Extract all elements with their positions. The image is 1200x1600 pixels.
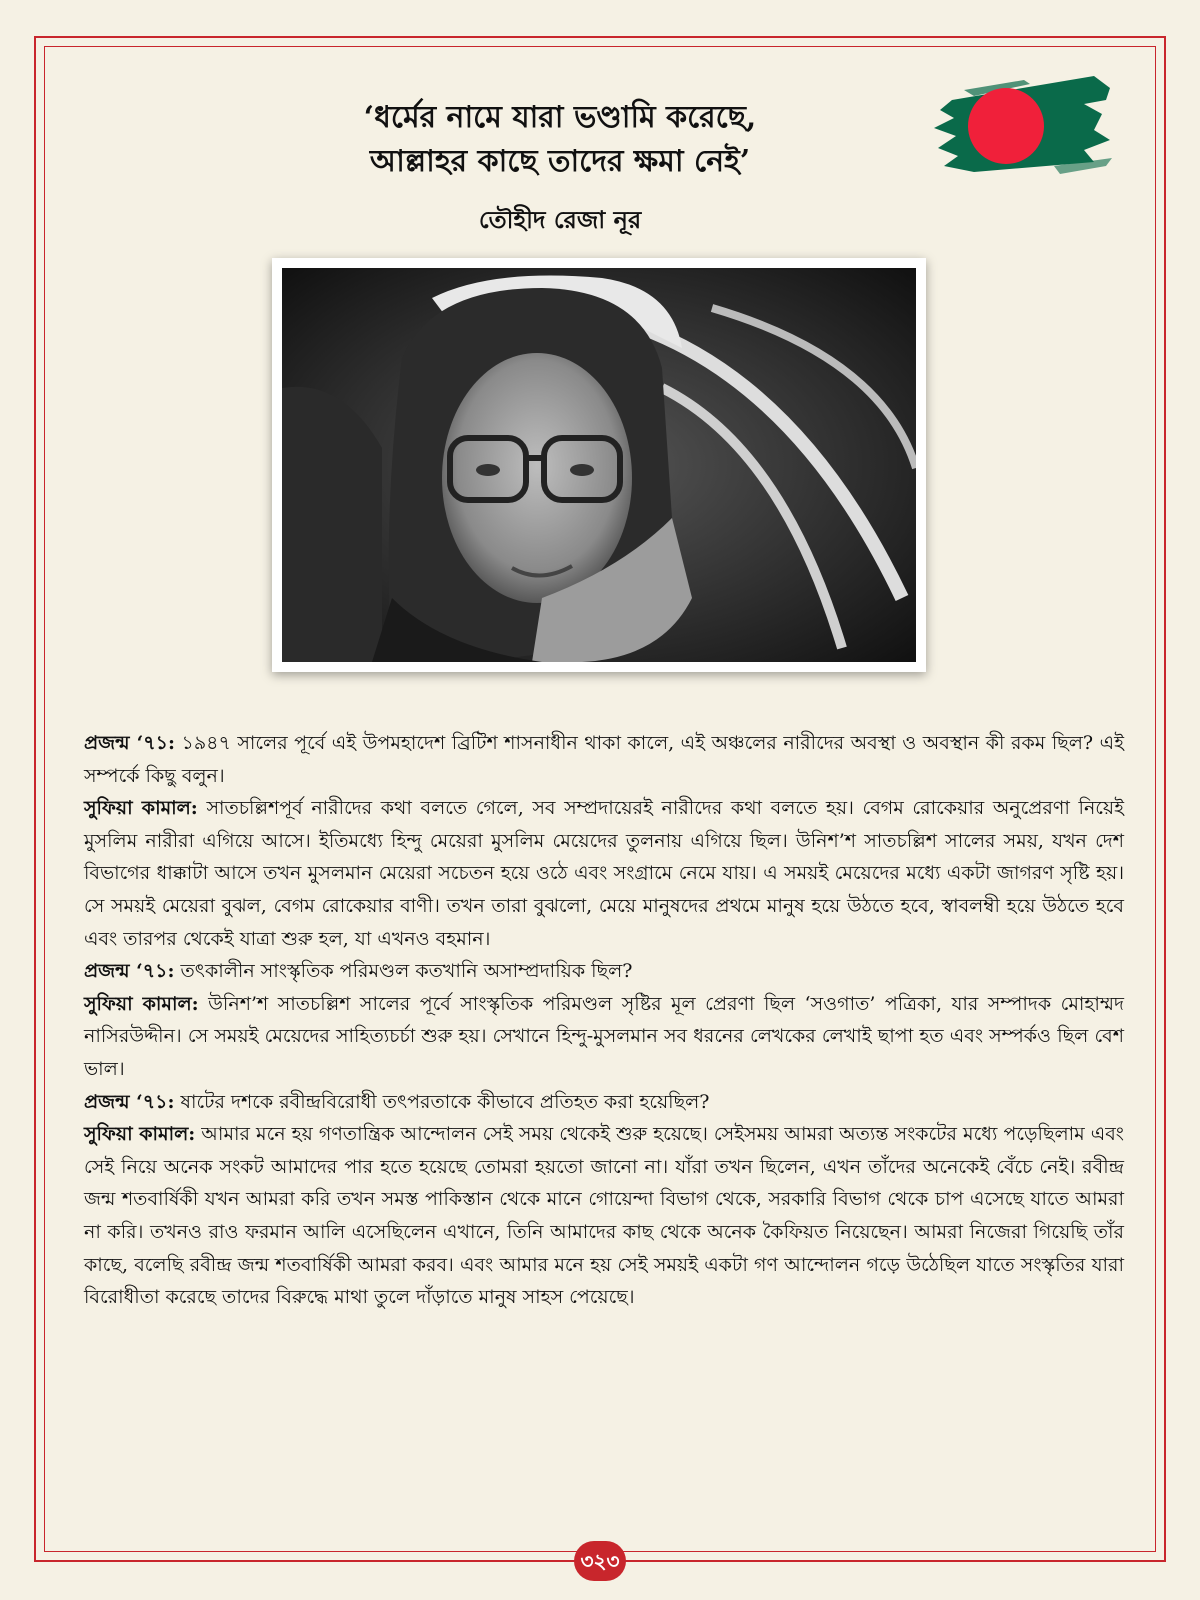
page-number: ৩২৩ (574, 1541, 626, 1581)
interview-text: আমার মনে হয় গণতান্ত্রিক আন্দোলন সেই সময় থেকেই শুরু হয়েছে। সেইসময় আমরা অত্যন্ত সংকটের মধ্যে পড়েছিলাম এবং সেই নিয়ে অনেক সংকট আমাদের পার হতে হয়েছে তোমরা হয়তো জানো না। যাঁরা তখন ছিলেন, এখন তাঁদের অনেকেই বেঁচে নেই। রবীন্দ্র জন্ম শতবার্ষিকী যখন আমরা করি তখন সমস্ত পাকিস্তান থেকে মানে গোয়েন্দা বিভাগ থেকে, সরকারি বিভাগ থেকে চাপ এসেছে যাতে আমরা না করি। তখনও রাও ফরমান আলি এসেছিলেন এখানে, তিনি আমাদের কাছ থেকে অনেক কৈফিয়ত নিয়েছেন। আমরা নিজেরা গিয়েছি তাঁর কাছে, বলেছি রবীন্দ্র জন্ম শতবার্ষিকী আমরা করব। এবং আমার মনে হয় সেই সময়ই একটা গণ আন্দোলন গড়ে উঠেছিল যাতে সংস্কৃতির যারা বিরোধীতা করেছে তাদের বিরুদ্ধে মাথা তুলে দাঁড়াতে মানুষ সাহস পেয়েছে। (84, 1123, 1124, 1309)
title-line-1: ‘ধর্মের নামে যারা ভণ্ডামি করেছে, (363, 100, 757, 135)
interview-answer (84, 1118, 1124, 1314)
interview-answer (84, 988, 1124, 1086)
speaker-label: সুফিয়া কামাল: (84, 1123, 196, 1146)
speaker-label: প্রজন্ম ‘৭১: (84, 1090, 175, 1113)
portrait-photo (272, 258, 926, 672)
interview-text: তৎকালীন সাংস্কৃতিক পরিমণ্ডল কতখানি অসাম্প্রদায়িক ছিল? (174, 960, 633, 983)
interview-answer (84, 792, 1124, 955)
speaker-label: প্রজন্ম ‘৭১: (84, 732, 175, 754)
interview-question (84, 727, 1124, 792)
bangladesh-flag-icon (934, 70, 1114, 180)
interview-question (84, 955, 1124, 988)
interview-text: সাতচল্লিশপূর্ব নারীদের কথা বলতে গেলে, সব সম্প্রদায়েরই নারীদের কথা বলতে হয়। বেগম রোকেয়ার অনুপ্রেরণা নিয়েই মুসলিম নারীরা এগিয়ে আসে। ইতিমধ্যে হিন্দু মেয়েরা মুসলিম মেয়েদের তুলনায় এগিয়ে ছিল। উনিশ’শ সাতচল্লিশ সালের সময়, যখন দেশ বিভাগের ধাক্কাটা আসে তখন মুসলমান মেয়েরা সচেতন হয়ে ওঠে এবং সংগ্রামে নেমে যায়। এ সময়ই মেয়েদের মধ্যে একটা জাগরণ সৃষ্টি হয়। সে সময়ই মেয়েরা বুঝল, বেগম রোকেয়ার বাণী। তখন তারা বুঝলো, মেয়ে মানুষদের প্রথমে মানুষ হয়ে উঠতে হবে, স্বাবলম্বী হয়ে উঠতে হবে এবং তারপর থেকেই যাত্রা শুরু হল, যা এখনও বহমান। (84, 797, 1124, 950)
author-name: তৌহীদ রেজা নূর (478, 205, 642, 234)
speaker-label: প্রজন্ম ‘৭১: (84, 960, 175, 983)
interview-body (84, 727, 1124, 1314)
interview-question (84, 1086, 1124, 1119)
interview-text: উনিশ’শ সাতচল্লিশ সালের পূর্বে সাংস্কৃতিক পরিমণ্ডল সৃষ্টির মূল প্রেরণা ছিল ‘সওগাত’ পত্রিকা, যার সম্পাদক মোহাম্মদ নাসিরউদ্দীন। সে সময়ই মেয়েদের সাহিত্যচর্চা শুরু হয়। সেখানে হিন্দু-মুসলমান সব ধরনের লেখকের লেখাই ছাপা হত এবং সম্পর্কও ছিল বেশ ভাল। (84, 992, 1124, 1080)
speaker-label: সুফিয়া কামাল: (84, 992, 199, 1015)
interview-text: ১৯৪৭ সালের পূর্বে এই উপমহাদেশ ব্রিটিশ শাসনাধীন থাকা কালে, এই অঞ্চলের নারীদের অবস্থা ও অবস্থান কী রকম ছিল? এই সম্পর্কে কিছু বলুন। (84, 732, 1124, 787)
interview-text: ষাটের দশকে রবীন্দ্রবিরোধী তৎপরতাকে কীভাবে প্রতিহত করা হয়েছিল? (174, 1090, 710, 1113)
article-title (260, 96, 860, 184)
speaker-label: সুফিয়া কামাল: (84, 797, 198, 820)
title-line-2: আল্লাহর কাছে তাদের ক্ষমা নেই’ (369, 144, 751, 179)
